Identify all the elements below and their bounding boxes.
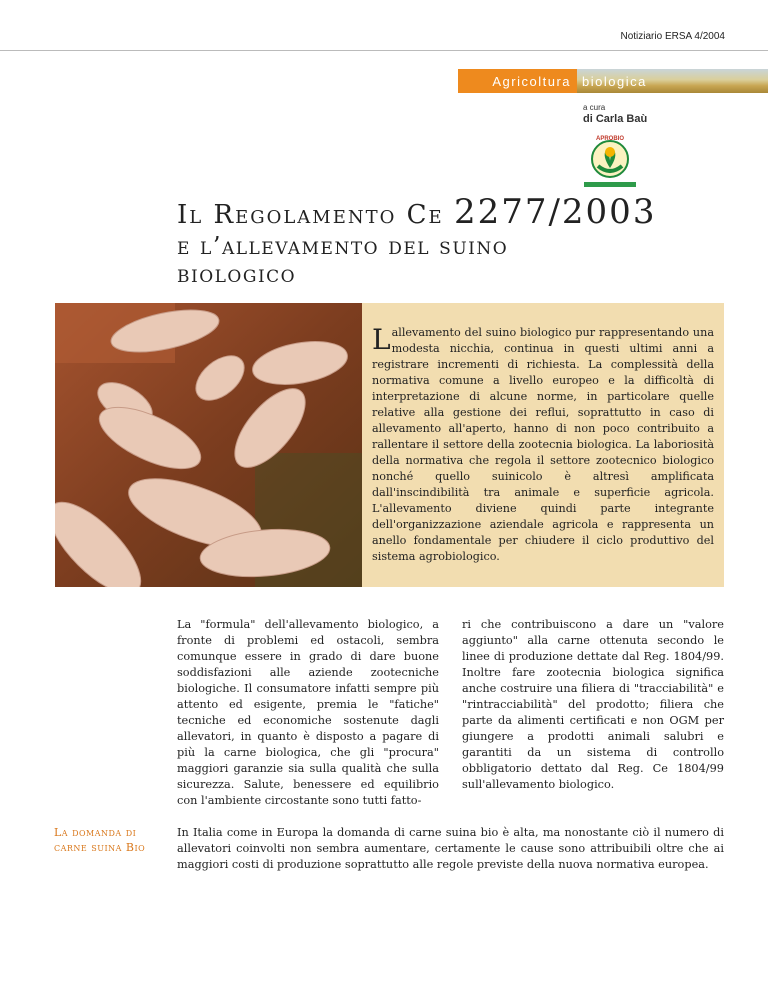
intro-box [362,303,724,587]
pigs-photo [55,303,362,587]
article-title [177,192,737,288]
sprout-circle-logo-icon [578,132,642,192]
top-divider [0,50,768,51]
banner-left [458,69,577,93]
title-text-a: Il Regolamento Ce [177,200,454,230]
intro-paragraph [372,325,714,565]
section-paragraph: In Italia come in Europa la domanda di carne suina bio è alta, ma nonostante ciò il numero di allevatori coinvolti non sembra aumentare, certamente le cause sono attribuibili oltre che ai maggiori costi di produzione soprattutto alle regole previste della nuova normativa europea. [177,826,724,871]
title-line-3: biologico [177,260,297,288]
banner-right-wheat [577,69,768,93]
banner-right-label: biologica [582,73,647,89]
intro-text: allevamento del suino biologico pur rappresentando una modesta nicchia, continua in questi ultimi anni a registrare incrementi di richiesta. La complessità della normativa comune a livello europeo e la difficoltà di interpretazione di alcune norme, in particolare quelle relative alla gestione dei reflui, soprattutto in caso di allevamento all'aperto, hanno di non poco contribuito a rallentare il settore della zootecnia biologica. La laboriosità della normativa che regola il settore zootecnico biologico nonché quello suinicolo è altresì amplificata dall'inscindibilità tra animale e superficie agricola. L'allevamento diviene quindi parte integrante dell'organizzazione aziendale agricola e rappresenta un anello fondamentale per chiudere il ciclo produttivo del sistema agrobiologico. [372,326,714,563]
journal-issue: Notiziario ERSA 4/2004 [620,31,725,42]
byline-prefix: a cura [583,103,606,112]
aprobio-logo [578,132,642,192]
section-banner [458,69,768,93]
banner-left-label: Agricoltura [492,73,571,89]
title-line-2: e l’allevamento del suino [177,232,509,260]
title-regulation-number: 2277/2003 [453,192,657,232]
body-columns [177,617,724,809]
body-column-2: ri che contribuiscono a dare un "valore aggiunto" alla carne ottenuta secondo le linee di produzione dettate dal Reg. 1804/99. Inoltre fare zootecnia biologica significa anche costruire una filiera di "tracciabilità" e "rintracciabilità" del prodotto; filiera che parte da alimenti certificati e non OGM per giungere a prodotti animali salubri e garantiti da un sistema di controllo obbligatorio dettato dal Reg. Ce 1804/99 sull'allevamento biologico. [462,618,724,791]
section-side-heading: La domanda di carne suina Bio [54,826,146,854]
body-column-1: La "formula" dell'allevamento biologico, a fronte di problemi ed ostacoli, sembra comunque essere in grado di dare buone soddisfazioni alle aziende zootecniche biologiche. Il consumatore infatti sempre più attento ed esigente, premia le "fatiche" tecniche ed economiche sostenute dagli allevatori, in quanto è disposto a pagare di più la carne biologica, che gli "procura" maggiori garanzie sia sulla qualità che sulla sicurezza. Salute, benessere ed equilibrio con l'ambiente circostante sono tutti fatto- [177,618,439,807]
title-line-1 [177,192,737,232]
byline-author: di Carla Baù [583,113,648,125]
svg-text:APROBIO: APROBIO [595,136,625,142]
intro-dropcap: L [372,323,391,356]
pigs-photo-image [55,303,362,587]
